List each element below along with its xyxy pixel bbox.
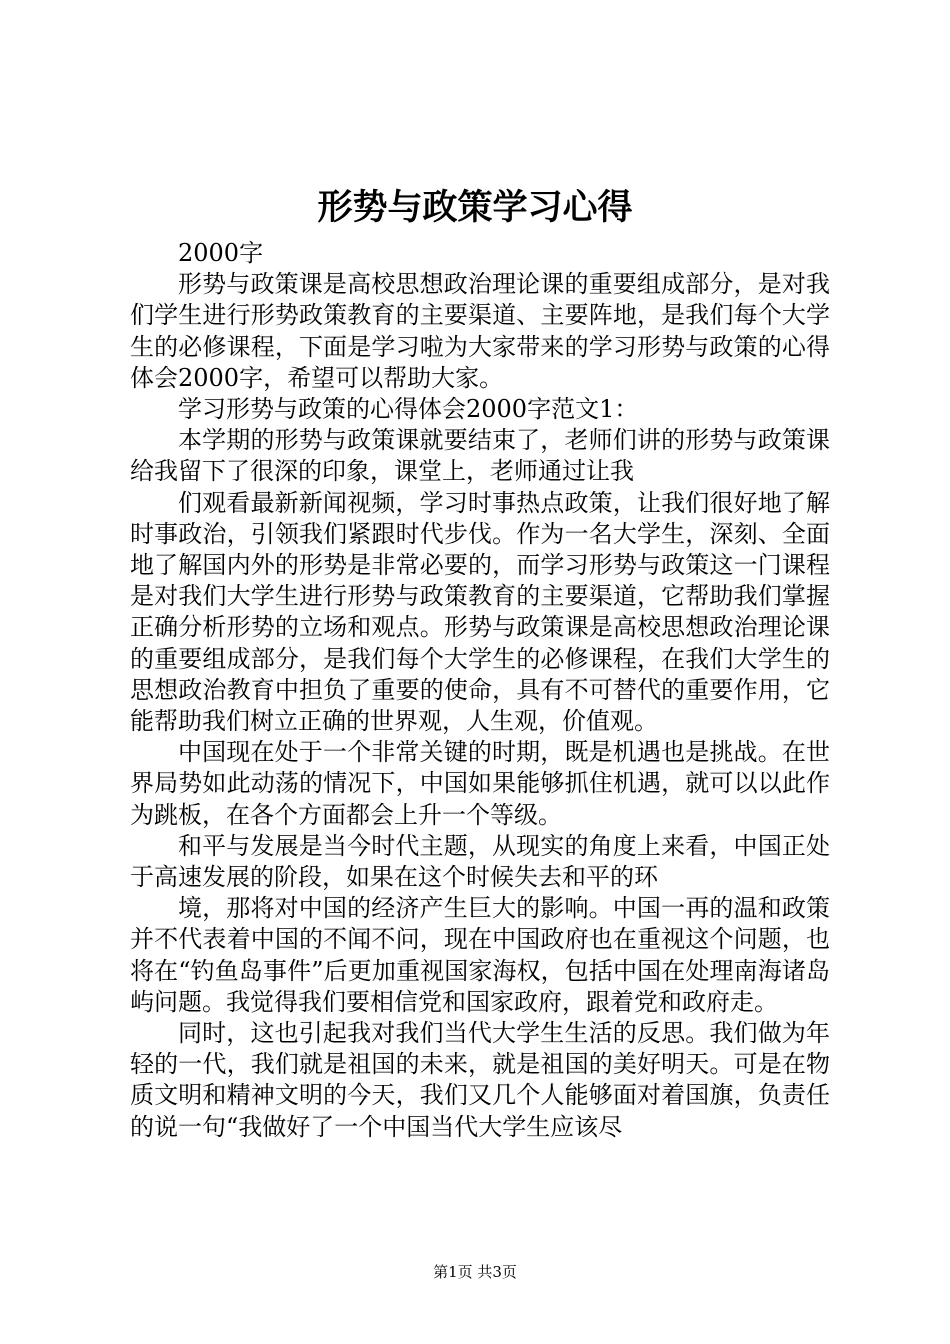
paragraph: 中国现在处于一个非常关键的时期，既是机遇也是挑战。在世界局势如此动荡的情况下，中国如果能够抓住机遇，就可以以此作为跳板，在各个方面都会上升一个等级。: [130, 738, 830, 829]
paragraph: 形势与政策课是高校思想政治理论课的重要组成部分，是对我们学生进行形势政策教育的主要渠道、主要阵地，是我们每个大学生的必修课程，下面是学习啦为大家带来的学习形势与政策的心得体会2000字，希望可以帮助大家。: [130, 270, 830, 392]
document-body: [130, 238, 830, 1143]
paragraph: 们观看最新新闻视频，学习时事热点政策，让我们很好地了解时事政治，引领我们紧跟时代步伐。作为一名大学生，深刻、全面地了解国内外的形势是非常必要的，而学习形势与政策这一门课程是对我们大学生进行形势与政策教育的主要渠道，它帮助我们掌握正确分析形势的立场和观点。形势与政策课是高校思想政治理论课的重要组成部分，是我们每个大学生的必修课程，在我们大学生的思想政治教育中担负了重要的使命，具有不可替代的重要作用，它能帮助我们树立正确的世界观，人生观，价值观。: [130, 488, 830, 736]
paragraph: 同时，这也引起我对我们当代大学生生活的反思。我们做为年轻的一代，我们就是祖国的未来，就是祖国的美好明天。可是在物质文明和精神文明的今天，我们又几个人能够面对着国旗，负责任的说一句“我做好了一个中国当代大学生应该尽: [130, 1019, 830, 1141]
paragraph: 境，那将对中国的经济产生巨大的影响。中国一再的温和政策并不代表着中国的不闻不问，现在中国政府也在重视这个问题，也将在“钓鱼岛事件”后更加重视国家海权，包括中国在处理南海诸岛屿问题。我觉得我们要相信党和国家政府，跟着党和政府走。: [130, 894, 830, 1016]
paragraph: 和平与发展是当今时代主题，从现实的角度上来看，中国正处于高速发展的阶段，如果在这个时候失去和平的环: [130, 831, 830, 892]
document-title: 形势与政策学习心得: [317, 187, 633, 228]
paragraph: 2000字: [178, 239, 264, 267]
paragraph: 本学期的形势与政策课就要结束了，老师们讲的形势与政策课给我留下了很深的印象，课堂上，老师通过让我: [130, 426, 830, 486]
paragraph: 学习形势与政策的心得体会2000字范文1：: [178, 395, 639, 424]
page-number-footer: 第1页 共3页: [433, 1263, 517, 1281]
